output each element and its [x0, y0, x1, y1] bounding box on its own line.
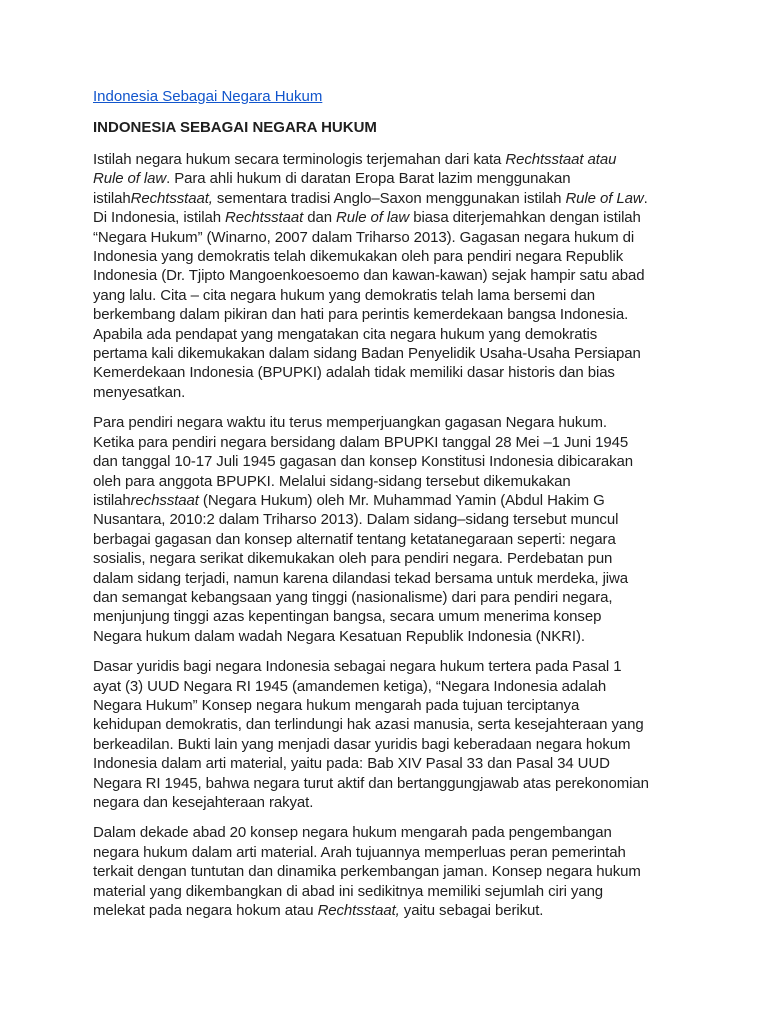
paragraph-line	[93, 627, 678, 646]
italic-term: Rechtsstaat	[225, 209, 304, 227]
text-run: istilah	[93, 189, 131, 207]
paragraph-line	[93, 189, 678, 208]
text-run: Indonesia yang demokratis telah dikemukakan oleh para pendiri negara Republik	[93, 248, 624, 266]
text-run: Dalam dekade abad 20 konsep negara hukum mengarah pada pengembangan	[93, 824, 612, 842]
document-page	[93, 87, 678, 920]
text-run: sementara tradisi Anglo–Saxon menggunakan istilah	[212, 189, 566, 207]
paragraph-2	[93, 413, 678, 646]
paragraph-line	[93, 754, 678, 773]
text-run: yang lalu. Cita – cita negara hukum yang demokratis telah lama bersemi dan	[93, 286, 596, 304]
paragraph-4	[93, 823, 678, 920]
document-title-link[interactable]: Indonesia Sebagai Negara Hukum	[93, 88, 323, 105]
italic-term: Rechtsstaat,	[317, 902, 400, 920]
paragraph-line	[93, 208, 678, 227]
paragraph-line	[93, 383, 678, 402]
text-run: Istilah negara hukum secara terminologis terjemahan dari kata	[93, 151, 506, 168]
text-run: menyesatkan.	[93, 383, 186, 401]
text-run: menjunjung tinggi azas kepentingan bangsa, secara umum menerima konsep	[93, 608, 602, 626]
italic-term: Rechtsstaat,	[130, 189, 213, 207]
paragraph-line	[93, 228, 678, 247]
text-run: dalam sidang terjadi, namun karena dilandasi tekad bersama untuk merdeka, jiwa	[93, 569, 629, 587]
paragraph-line	[93, 491, 678, 510]
paragraph-line	[93, 247, 678, 266]
text-run: Negara hukum dalam wadah Negara Kesatuan Republik Indonesia (NKRI).	[93, 627, 585, 645]
paragraph-line	[93, 607, 678, 626]
paragraph-line	[93, 433, 678, 452]
paragraph-line	[93, 823, 678, 842]
text-run: .	[643, 189, 648, 207]
paragraph-1	[93, 150, 678, 402]
paragraph-line	[93, 363, 678, 382]
text-run: berkeadilan. Bukti lain yang menjadi dasar yuridis bagi keberadaan negara hokum	[93, 735, 631, 753]
text-run: Negara RI 1945, bahwa negara turut aktif dan bertanggungjawab atas perekonomian	[93, 774, 649, 792]
text-run: berbagai gagasan dan konsep alternatif tentang ketatanegaraan seperti: negara	[93, 530, 616, 548]
text-run: dan semangat kebangsaan yang tinggi (nasionalisme) dari para pendiri negara,	[93, 588, 613, 606]
paragraph-line	[93, 413, 678, 432]
italic-term: rechsstaat	[130, 491, 199, 509]
text-run: dan	[303, 209, 337, 227]
paragraph-line	[93, 169, 678, 188]
paragraph-line	[93, 344, 678, 363]
text-run: Nusantara, 2010:2 dalam Triharso 2013). Dalam sidang–sidang tersebut muncul	[93, 511, 619, 529]
paragraph-line	[93, 862, 678, 881]
text-run: Apabila ada pendapat yang mengatakan cita negara hukum yang demokratis	[93, 325, 598, 343]
paragraph-line	[93, 588, 678, 607]
paragraph-line	[93, 774, 678, 793]
paragraph-line	[93, 510, 678, 529]
paragraph-line	[93, 882, 678, 901]
text-run: Indonesia dalam arti material, yaitu pada: Bab XIV Pasal 33 dan Pasal 34 UUD	[93, 755, 610, 773]
italic-term: Rechtsstaat atau	[505, 151, 617, 168]
text-run: material yang dikembangkan di abad ini sedikitnya memiliki sejumlah ciri yang	[93, 882, 604, 900]
paragraph-line	[93, 286, 678, 305]
text-run: berkembang dalam pikiran dan hati para perintis kemerdekaan bangsa Indonesia.	[93, 306, 629, 324]
text-run: yaitu sebagai berikut.	[399, 902, 544, 920]
text-run: Negara Hukum” Konsep negara hukum mengarah pada tujuan terciptanya	[93, 696, 580, 714]
paragraph-line	[93, 735, 678, 754]
italic-term: Rule of law	[336, 209, 410, 227]
paragraph-3	[93, 657, 678, 812]
text-run: dan tanggal 10-17 Juli 1945 gagasan dan konsep Konstitusi Indonesia dibicarakan	[93, 453, 634, 471]
text-run: oleh para anggota BPUPKI. Melalui sidang-sidang tersebut dikemukakan	[93, 472, 571, 490]
paragraph-line	[93, 715, 678, 734]
paragraph-line	[93, 549, 678, 568]
text-run: Kemerdekaan Indonesia (BPUPKI) adalah tidak memiliki dasar historis dan bias	[93, 364, 615, 382]
paragraph-line	[93, 452, 678, 471]
text-run: Para pendiri negara waktu itu terus memperjuangkan gagasan Negara hukum.	[93, 414, 607, 432]
text-run: ayat (3) UUD Negara RI 1945 (amandemen ketiga), “Negara Indonesia adalah	[93, 677, 607, 695]
paragraph-line	[93, 696, 678, 715]
text-run: pertama kali dikemukakan dalam sidang Badan Penyelidik Usaha-Usaha Persiapan	[93, 345, 641, 363]
paragraph-line	[93, 793, 678, 812]
paragraph-line	[93, 530, 678, 549]
paragraph-line	[93, 657, 678, 676]
text-run: Di Indonesia, istilah	[93, 209, 226, 227]
document-heading: INDONESIA SEBAGAI NEGARA HUKUM	[93, 119, 377, 136]
text-run: negara dan kesejahteraan rakyat.	[93, 794, 314, 811]
text-run: melekat pada negara hokum atau	[93, 902, 318, 920]
paragraph-line	[93, 569, 678, 588]
text-run: kehidupan demokratis, dan terlindungi hak azasi manusia, serta kesejahteraan yang	[93, 716, 644, 734]
paragraph-line	[93, 677, 678, 696]
paragraph-line	[93, 843, 678, 862]
paragraph-line	[93, 901, 678, 920]
text-run: negara hukum dalam arti material. Arah tujuannya memperluas peran pemerintah	[93, 843, 626, 861]
text-run: Indonesia (Dr. Tjipto Mangoenkoesoemo dan kawan-kawan) sejak hampir satu abad	[93, 267, 645, 285]
text-run: terkait dengan tuntutan dan dinamika perkembangan jaman. Konsep negara hukum	[93, 863, 641, 881]
text-run: biasa diterjemahkan dengan istilah	[409, 209, 641, 227]
text-run: (Negara Hukum) oleh Mr. Muhammad Yamin (Abdul Hakim G	[198, 491, 605, 509]
paragraph-line	[93, 266, 678, 285]
paragraph-line	[93, 150, 678, 169]
text-run: Ketika para pendiri negara bersidang dalam BPUPKI tanggal 28 Mei –1 Juni 1945	[93, 433, 629, 451]
paragraph-line	[93, 472, 678, 491]
italic-term: Rule of Law	[565, 189, 644, 207]
paragraph-line	[93, 305, 678, 324]
text-run: “Negara Hukum” (Winarno, 2007 dalam Triharso 2013). Gagasan negara hukum di	[93, 228, 635, 246]
paragraph-line	[93, 325, 678, 344]
text-run: . Para ahli hukum di daratan Eropa Barat lazim menggunakan	[166, 170, 571, 188]
italic-term: Rule of law	[93, 170, 167, 188]
text-run: istilah	[93, 491, 131, 509]
text-run: sosialis, negara serikat dikemukakan oleh para pendiri negara. Perdebatan pun	[93, 550, 613, 568]
text-run: Dasar yuridis bagi negara Indonesia sebagai negara hukum tertera pada Pasal 1	[93, 658, 622, 676]
